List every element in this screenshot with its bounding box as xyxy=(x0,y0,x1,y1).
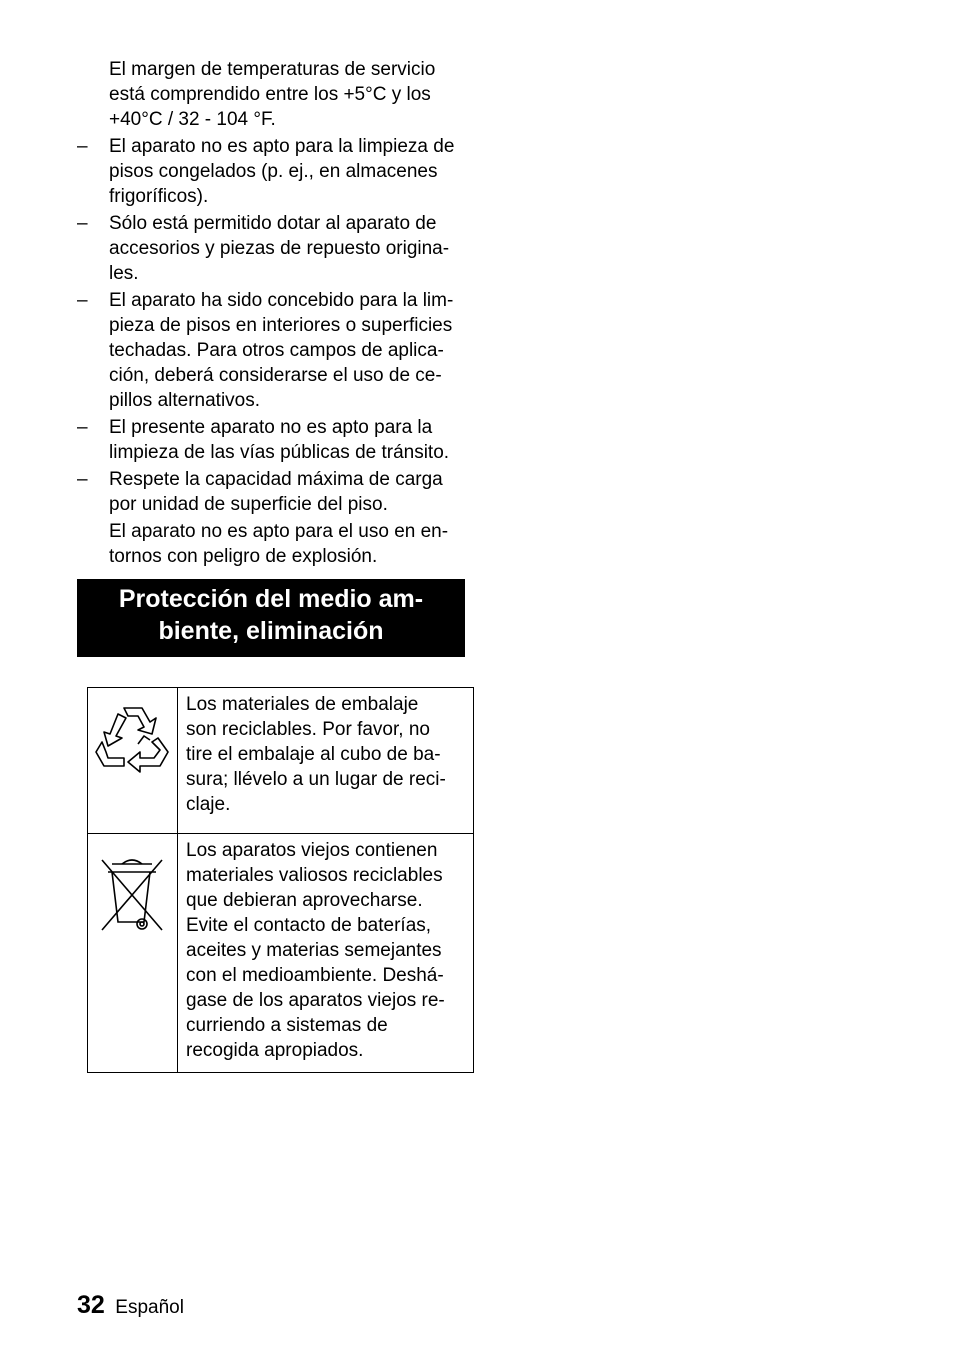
list-item xyxy=(77,288,477,413)
section-heading: Protección del medio am- biente, eliminación xyxy=(77,579,465,657)
bin-icon-cell xyxy=(88,834,178,1073)
list-item-text: El aparato ha sido concebido para la lim- pieza de pisos en interiores o superficies techadas. Para otros campos de aplica- ción, deberá considerarse el uso de ce- pillos alternativos. xyxy=(109,290,454,411)
page-number: 32 xyxy=(77,1291,105,1319)
disposal-text: Los aparatos viejos contienen materiales valiosos reciclables que debieran aprovecharse. Evite el contacto de baterías, aceites y materias semejantes con el medioambiente. Deshá- gase de los aparatos viejos re- curriendo a sistemas de recogida apropiados. xyxy=(178,834,474,1073)
list-item xyxy=(77,467,477,517)
page-footer xyxy=(77,1291,184,1320)
list-item-text: El presente aparato no es apto para la limpieza de las vías públicas de tránsito. xyxy=(109,417,450,463)
list-item-text: Sólo está permitido dotar al aparato de accesorios y piezas de repuesto origina- les. xyxy=(109,213,450,284)
explosion-paragraph: El aparato no es apto para el uso en en- tornos con peligro de explosión. xyxy=(109,521,449,567)
bullet-dash: – xyxy=(77,417,88,438)
list-item-text: El aparato no es apto para la limpieza de pisos congelados (p. ej., en almacenes frigoríficos). xyxy=(109,136,455,207)
recycle-icon-cell xyxy=(88,688,178,834)
recycle-icon xyxy=(88,688,177,826)
recycle-text: Los materiales de embalaje son reciclables. Por favor, no tire el embalaje al cubo de ba- sura; llévelo a un lugar de reci- claje. xyxy=(178,688,474,834)
body-text-column xyxy=(77,57,477,571)
bullet-dash: – xyxy=(77,469,88,490)
bullet-dash: – xyxy=(77,213,88,234)
intro-paragraph: El margen de temperaturas de servicio está comprendido entre los +5°C y los +40°C / 32 - 104 °F. xyxy=(109,59,436,130)
crossed-bin-icon xyxy=(88,834,177,934)
list-item-text: Respete la capacidad máxima de carga por unidad de superficie del piso. xyxy=(109,469,443,515)
list-item xyxy=(77,211,477,286)
disposal-table xyxy=(87,687,474,1073)
table-row xyxy=(88,834,474,1073)
list-item xyxy=(77,415,477,465)
language-label: Español xyxy=(115,1297,184,1318)
bullet-dash: – xyxy=(77,136,88,157)
list-item xyxy=(77,134,477,209)
table-row xyxy=(88,688,474,834)
bullet-dash: – xyxy=(77,290,88,311)
